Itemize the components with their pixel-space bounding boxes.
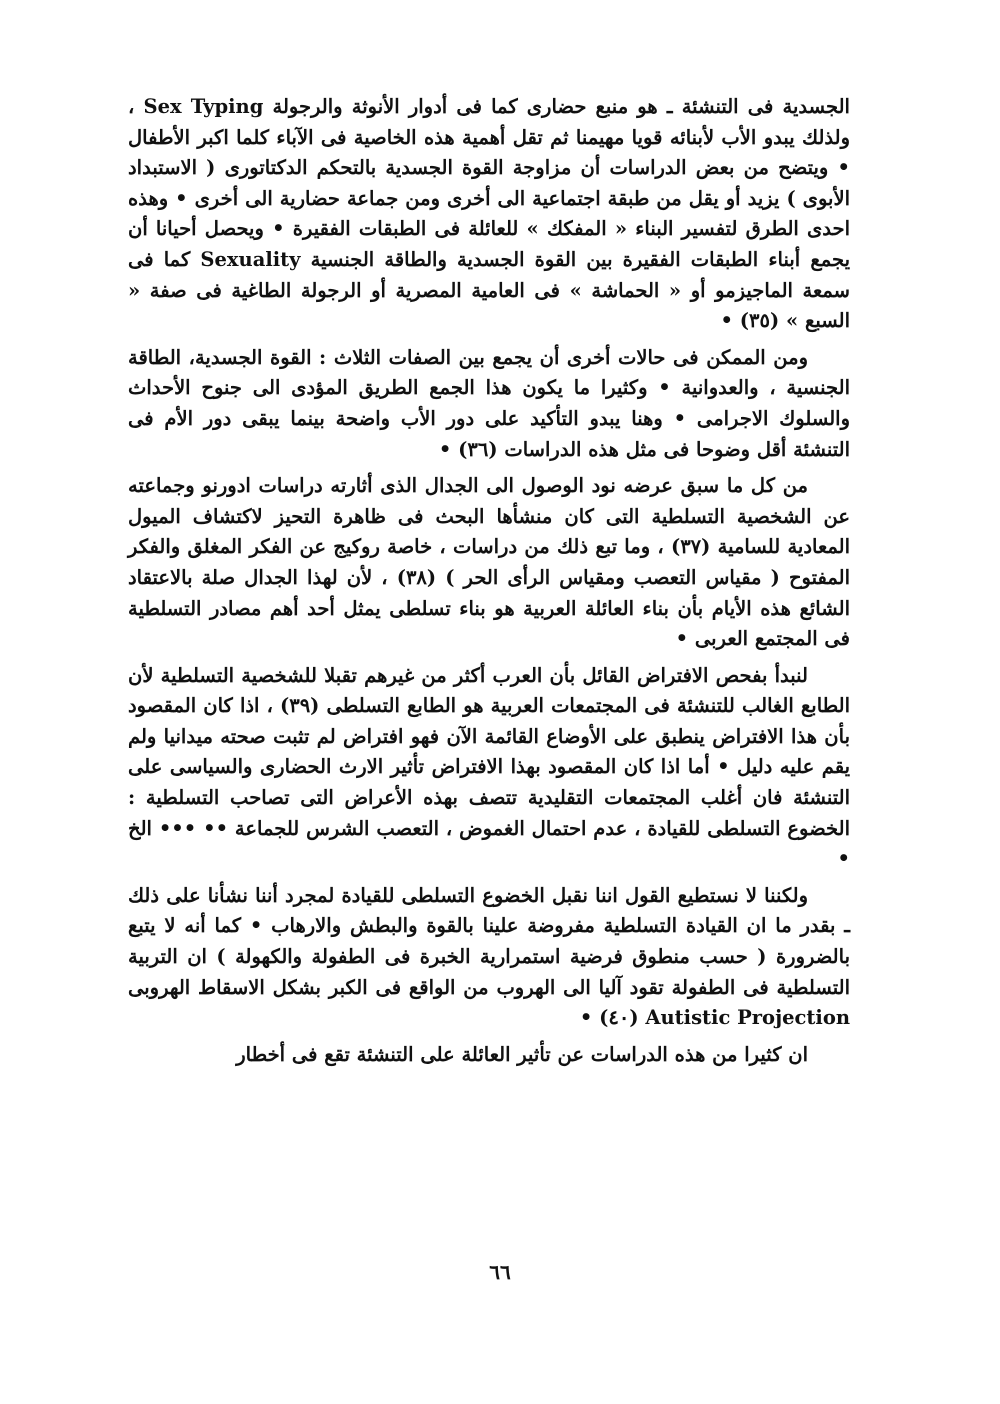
paragraph-6: ان كثيرا من هذه الدراسات عن تأثير العائلة على التنشئة تقع فى أخطار: [236, 1042, 808, 1066]
paragraph-5: ولكننا لا نستطيع القول اننا نقبل الخضوع التسلطى للقيادة لمجرد أننا نشأنا على ذلك ـ بقدر ما ان القيادة التسلطية مفروضة علينا بالقوة والبطش والارهاب • كما أنه لا يتبع بالضرورة ( حسب منطوق فرضية استمرارية الخبرة فى الطفولة والكهولة ) ان التربية التسلطية فى الطفولة تقود آليا الى الهروب من الواقع فى الكبر بشكل الاسقاط الهروبى Autistic Projection (٤٠) •: [128, 883, 850, 1030]
paragraph-3: من كل ما سبق عرضه نود الوصول الى الجدال الذى أثارته دراسات ادورنو وجماعته عن الشخصية التسلطية التى كان منشأها البحث فى ظاهرة التحيز لاكتشاف الميول المعادية للسامية (٣٧) ، وما تبع ذلك من دراسات ، خاصة روكيج عن الفكر المغلق والفكر المفتوح ( مقياس التعصب ومقياس الرأى الحر ) (٣٨) ، لأن لهذا الجدال صلة بالاعتقاد الشائع هذه الأيام بأن بناء العائلة العربية هو بناء تسلطى يمثل أحد أهم مصادر التسلطية فى المجتمع العربى •: [128, 474, 850, 651]
paragraph-4: لنبدأ بفحص الافتراض القائل بأن العرب أكثر من غيرهم تقبلا للشخصية التسلطية لأن الطابع الغالب للتنشئة فى المجتمعات العربية هو الطابع التسلطى (٣٩) ، اذا كان المقصود بأن هذا الافتراض ينطبق على الأوضاع القائمة الآن فهو افتراض لم تثبت صحته ميدانيا ولم يقم عليه دليل • أما اذا كان المقصود بهذا الافتراض تأثير الارث الحضارى والسياسى على التنشئة فان أغلب المجتمعات التقليدية تتصف بهذه الأعراض التى تصاحب التسلطية : الخضوع التسلطى للقيادة ، عدم احتمال الغموض ، التعصب الشرس للجماعة •• ••• الخ •: [128, 663, 850, 871]
paragraph-2: ومن الممكن فى حالات أخرى أن يجمع بين الصفات الثلاث : القوة الجسدية، الطاقة الجنسية ، والعدوانية • وكثيرا ما يكون هذا الجمع الطريق المؤدى الى جنوح الأحداث والسلوك الاجرامى • وهنا يبدو التأكيد على دور الأب واضحة بينما يبقى دور الأم فى التنشئة أقل وضوحا فى مثل هذه الدراسات (٣٦) •: [128, 345, 850, 461]
paragraph-1: الجسدية فى التنشئة ـ هو منبع حضارى كما فى أدوار الأنوثة والرجولة Sex Typing ، ولذلك يبدو الأب لأبنائه قويا مهيمنا ثم تقل أهمية هذه الخاصية فى الآباء كلما اكبر الأطفال • ويتضح من بعض الدراسات أن مزاوجة القوة الجسدية بالتحكم الدكتاتورى ( الاستبداد الأبوى ) يزيد أو يقل من طبقة اجتماعية الى أخرى ومن جماعة حضارية الى أخرى • وهذه احدى الطرق لتفسير البناء « المفكك » للعائلة فى الطبقات الفقيرة • ويحصل أحيانا أن يجمع أبناء الطبقات الفقيرة بين القوة الجسدية والطاقة الجنسية Sexuality كما فى سمعة الماجيزمو أو « الحماشة » فى العامية المصرية أو الرجولة الطاغية فى صفة « السبع » (٣٥) •: [128, 95, 851, 333]
page-number: ٦٦: [489, 1260, 511, 1284]
book-page: [128, 92, 850, 1312]
